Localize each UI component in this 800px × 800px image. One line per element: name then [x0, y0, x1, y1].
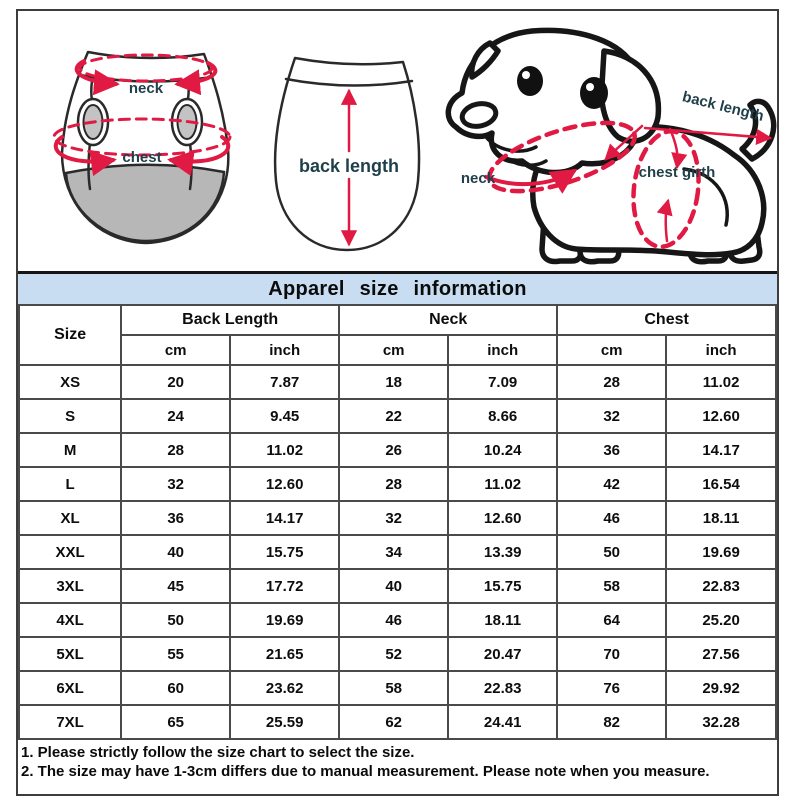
value-cell: 26	[339, 433, 448, 467]
size-cell: 6XL	[19, 671, 121, 705]
size-cell: XS	[19, 365, 121, 399]
value-cell: 46	[339, 603, 448, 637]
value-cell: 18.11	[666, 501, 776, 535]
size-cell: L	[19, 467, 121, 501]
size-cell: S	[19, 399, 121, 433]
value-cell: 24.41	[448, 705, 557, 739]
value-cell: 52	[339, 637, 448, 671]
value-cell: 24	[121, 399, 230, 433]
table-row	[19, 399, 776, 433]
table-row	[19, 569, 776, 603]
value-cell: 40	[339, 569, 448, 603]
value-cell: 32	[557, 399, 666, 433]
size-table	[18, 304, 777, 740]
dog-neck-label: neck	[460, 170, 496, 187]
notes	[18, 740, 777, 781]
value-cell: 65	[121, 705, 230, 739]
value-cell: 22	[339, 399, 448, 433]
value-cell: 19.69	[666, 535, 776, 569]
table-row	[19, 535, 776, 569]
value-cell: 18	[339, 365, 448, 399]
unit-header-cm: cm	[339, 335, 448, 365]
value-cell: 12.60	[230, 467, 339, 501]
dog-back-length-label: back length	[680, 88, 766, 125]
value-cell: 18.11	[448, 603, 557, 637]
size-cell: 4XL	[19, 603, 121, 637]
note-line-2: 2. The size may have 1-3cm differs due to manual measurement. Please note when you measure.	[21, 763, 710, 780]
value-cell: 22.83	[448, 671, 557, 705]
value-cell: 15.75	[230, 535, 339, 569]
value-cell: 28	[121, 433, 230, 467]
value-cell: 45	[121, 569, 230, 603]
value-cell: 64	[557, 603, 666, 637]
value-cell: 27.56	[666, 637, 776, 671]
value-cell: 15.75	[448, 569, 557, 603]
value-cell: 58	[339, 671, 448, 705]
col-header-size: Size	[19, 305, 121, 365]
size-cell: 7XL	[19, 705, 121, 739]
value-cell: 28	[339, 467, 448, 501]
value-cell: 16.54	[666, 467, 776, 501]
table-row	[19, 467, 776, 501]
value-cell: 34	[339, 535, 448, 569]
front-garment-diagram	[54, 52, 230, 243]
value-cell: 8.66	[448, 399, 557, 433]
value-cell: 13.39	[448, 535, 557, 569]
front-garment-neck-label: neck	[128, 80, 164, 97]
table-row	[19, 433, 776, 467]
table-row	[19, 705, 776, 739]
value-cell: 23.62	[230, 671, 339, 705]
value-cell: 20	[121, 365, 230, 399]
dog-eye	[517, 66, 543, 96]
value-cell: 58	[557, 569, 666, 603]
table-row	[19, 603, 776, 637]
dog-eye	[580, 77, 608, 109]
value-cell: 40	[121, 535, 230, 569]
value-cell: 25.59	[230, 705, 339, 739]
value-cell: 62	[339, 705, 448, 739]
value-cell: 46	[557, 501, 666, 535]
unit-header-cm: cm	[557, 335, 666, 365]
value-cell: 12.60	[666, 399, 776, 433]
value-cell: 82	[557, 705, 666, 739]
unit-header-inch: inch	[448, 335, 557, 365]
table-title: Apparel size information	[268, 277, 527, 300]
value-cell: 14.17	[230, 501, 339, 535]
value-cell: 36	[121, 501, 230, 535]
value-cell: 76	[557, 671, 666, 705]
value-cell: 9.45	[230, 399, 339, 433]
value-cell: 7.87	[230, 365, 339, 399]
measurement-illustrations	[18, 11, 777, 271]
value-cell: 17.72	[230, 569, 339, 603]
value-cell: 32	[339, 501, 448, 535]
unit-header-row	[19, 335, 776, 365]
value-cell: 55	[121, 637, 230, 671]
value-cell: 25.20	[666, 603, 776, 637]
dog-diagram	[448, 30, 773, 261]
value-cell: 21.65	[230, 637, 339, 671]
group-header-row	[19, 305, 776, 335]
value-cell: 60	[121, 671, 230, 705]
size-table-body	[19, 365, 776, 739]
value-cell: 32	[121, 467, 230, 501]
size-cell: XL	[19, 501, 121, 535]
col-header-chest: Chest	[557, 305, 776, 335]
size-chart-frame	[16, 9, 779, 796]
value-cell: 12.60	[448, 501, 557, 535]
table-row	[19, 637, 776, 671]
value-cell: 50	[557, 535, 666, 569]
value-cell: 19.69	[230, 603, 339, 637]
value-cell: 70	[557, 637, 666, 671]
value-cell: 14.17	[666, 433, 776, 467]
col-header-neck: Neck	[339, 305, 557, 335]
value-cell: 42	[557, 467, 666, 501]
size-cell: M	[19, 433, 121, 467]
value-cell: 36	[557, 433, 666, 467]
unit-header-inch: inch	[230, 335, 339, 365]
back-garment-diagram	[275, 58, 419, 250]
value-cell: 50	[121, 603, 230, 637]
value-cell: 29.92	[666, 671, 776, 705]
value-cell: 32.28	[666, 705, 776, 739]
value-cell: 10.24	[448, 433, 557, 467]
dog-chest-girth-label: chest girth	[638, 164, 716, 181]
table-row	[19, 671, 776, 705]
col-header-back-length: Back Length	[121, 305, 339, 335]
back-garment-back-length-label: back length	[298, 156, 400, 176]
table-title-bar	[18, 271, 777, 304]
value-cell: 7.09	[448, 365, 557, 399]
table-row	[19, 501, 776, 535]
value-cell: 11.02	[666, 365, 776, 399]
unit-header-inch: inch	[666, 335, 776, 365]
size-cell: 5XL	[19, 637, 121, 671]
value-cell: 22.83	[666, 569, 776, 603]
note-line-1: 1. Please strictly follow the size chart to select the size.	[21, 744, 415, 761]
value-cell: 11.02	[230, 433, 339, 467]
value-cell: 28	[557, 365, 666, 399]
table-row	[19, 365, 776, 399]
front-garment-chest-label: chest	[122, 149, 162, 166]
unit-header-cm: cm	[121, 335, 230, 365]
value-cell: 20.47	[448, 637, 557, 671]
value-cell: 11.02	[448, 467, 557, 501]
size-cell: 3XL	[19, 569, 121, 603]
size-cell: XXL	[19, 535, 121, 569]
